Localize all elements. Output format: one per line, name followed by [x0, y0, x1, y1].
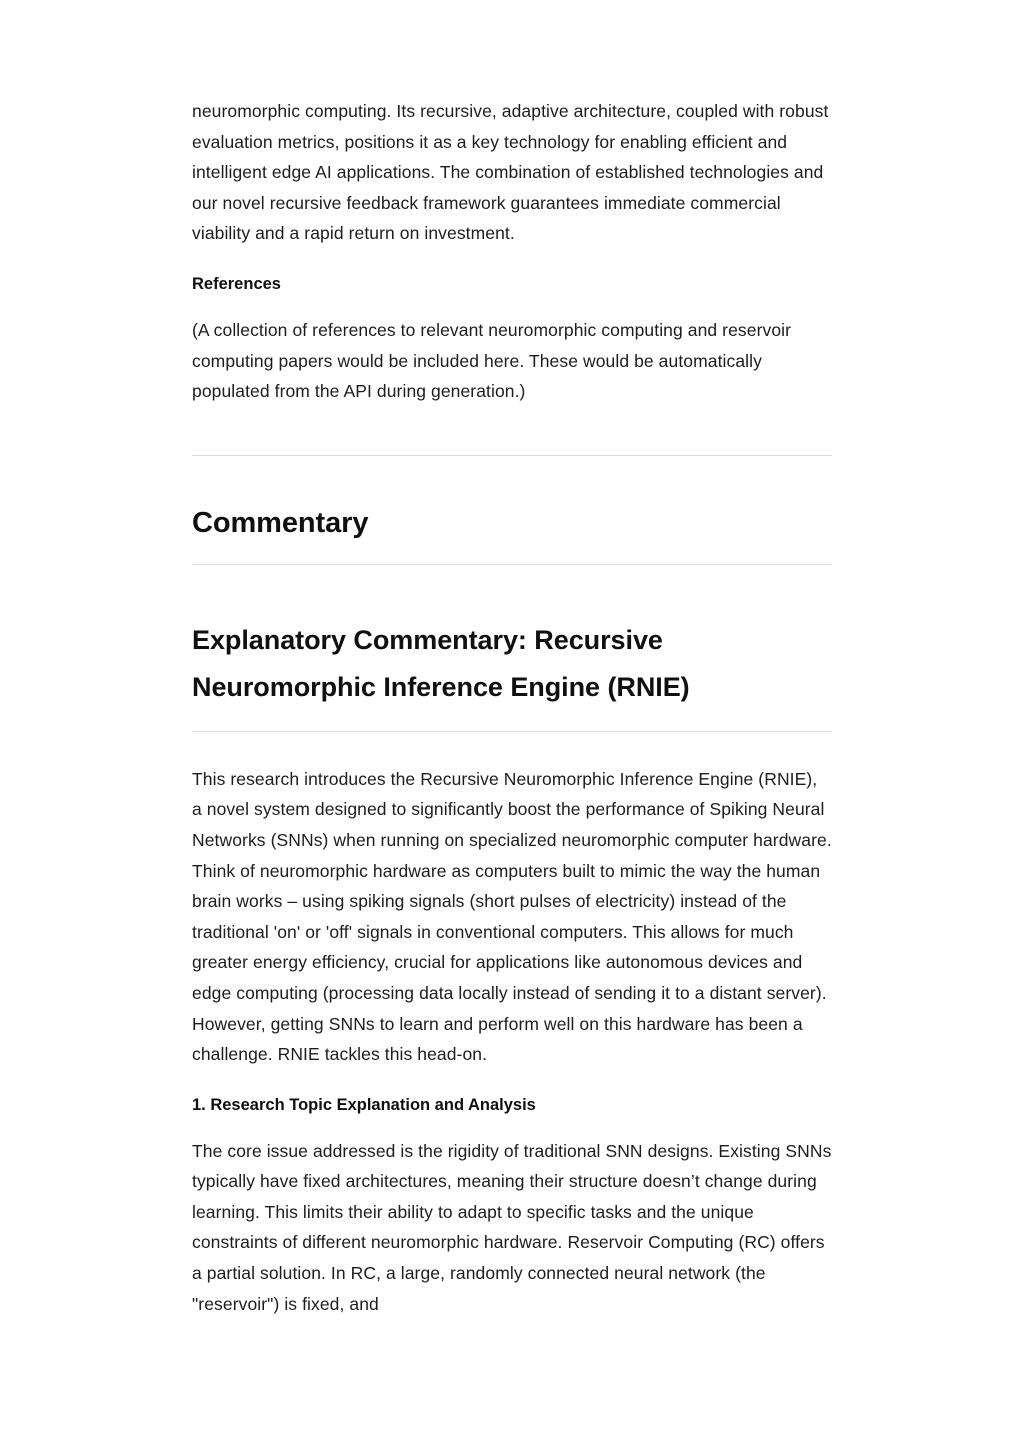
document-title-divider [192, 731, 832, 732]
section-divider [192, 455, 832, 456]
commentary-section-title: Commentary [192, 506, 369, 539]
document-content [192, 96, 832, 1319]
intro-paragraph: neuromorphic computing. Its recursive, adaptive architecture, coupled with robust evaluation metrics, positions it as a key technology for enabling efficient and intelligent edge AI applications. The combination of established technologies and our novel recursive feedback framework guarantees immediate commercial viability and a rapid return on investment. [192, 101, 829, 244]
references-heading: References [192, 274, 281, 293]
references-paragraph: (A collection of references to relevant neuromorphic computing and reservoir computing papers would be included here. These would be automatically populated from the API during generation.) [192, 319, 792, 402]
commentary-title-divider [192, 564, 832, 565]
commentary-intro-paragraph: This research introduces the Recursive Neuromorphic Inference Engine (RNIE), a novel system designed to significantly boost the performance of Spiking Neural Networks (SNNs) when running on specialized neuromorphic computer hardware. Think of neuromorphic hardware as computers built to mimic the way the human brain works – using spiking signals (short pulses of electricity) instead of the traditional 'on' or 'off' signals in conventional computers. This allows for much greater energy efficiency, crucial for applications like autonomous devices and edge computing (processing data locally instead of sending it to a distant server). However, getting SNNs to learn and perform well on this hardware has been a challenge. RNIE tackles this head-on. [192, 768, 832, 1065]
subsection-1-heading: 1. Research Topic Explanation and Analysis [192, 1095, 536, 1114]
subsection-1-paragraph: The core issue addressed is the rigidity of traditional SNN designs. Existing SNNs typically have fixed architectures, meaning their structure doesn’t change during learning. This limits their ability to adapt to specific tasks and the unique constraints of different neuromorphic hardware. Reservoir Computing (RC) offers a partial solution. In RC, a large, randomly connected neural network (the "reservoir") is fixed, and [192, 1140, 832, 1314]
commentary-document-title: Explanatory Commentary: Recursive Neuromorphic Inference Engine (RNIE) [192, 624, 690, 702]
